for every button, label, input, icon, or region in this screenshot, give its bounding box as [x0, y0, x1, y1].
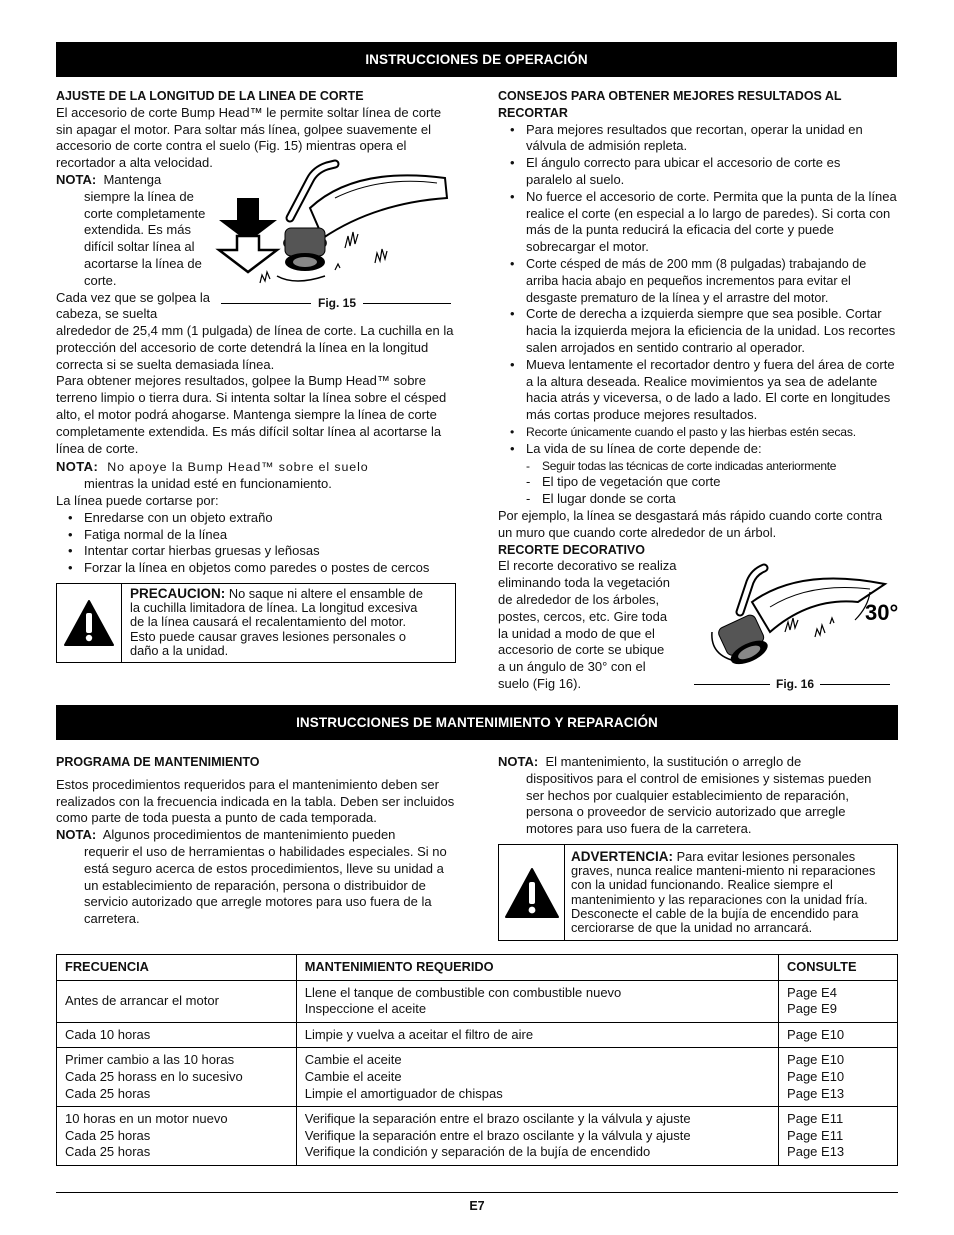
fig15-caption [221, 295, 451, 312]
warning-line: Desconecte el cable de la bujía de encendido para [571, 905, 859, 921]
list-item: • Corte de derecha a izquierda siempre que sea posible. Cortar hacia la izquierda mejora la eficiencia de la unidad. Los recortes salen arrojados en sentido contrario al operador. [498, 306, 898, 356]
table-header-row [57, 955, 898, 981]
caution-text [130, 587, 453, 658]
nota1-block [56, 172, 226, 323]
maintenance-section-header: INSTRUCCIONES DE MANTENIMIENTO Y REPARACIÓN [56, 705, 898, 740]
reference-cell [779, 980, 898, 1022]
line-life-sublist [498, 458, 898, 508]
nota2-rest: mientras la unidad esté en funcionamiento. [84, 476, 332, 492]
cell-line: Cada 25 horass en lo sucesivo [65, 1068, 243, 1084]
column-header: MANTENIMIENTO REQUERIDO [296, 955, 778, 981]
cell-line: Page E10 [787, 1026, 845, 1042]
cell-line: Page E11 [787, 1111, 844, 1127]
list-item: • Forzar la línea en objetos como paredes o postes de cercos [56, 560, 458, 577]
list-item: • Intentar cortar hierbas gruesas y leñosas [56, 543, 458, 560]
caution-box [56, 583, 456, 663]
cell-line: Cambie el aceite [304, 1052, 402, 1068]
cell-line: Cada 10 horas [65, 1026, 151, 1042]
reference-cell [779, 1048, 898, 1107]
nota1-label: NOTA: [56, 172, 97, 187]
caution-line: Esto puede causar graves lesiones personales o [130, 628, 407, 644]
frequency-cell [57, 980, 297, 1022]
maintenance-title: PROGRAMA DE MANTENIMIENTO [56, 755, 260, 769]
caution-title: PRECAUCION: [130, 586, 226, 601]
table-row [57, 1048, 898, 1107]
fig16-rule-left [694, 684, 770, 685]
fig16-rule-right [820, 684, 890, 685]
table-row [57, 980, 898, 1022]
cell-line: Limpie y vuelva a aceitar el filtro de aire [304, 1026, 534, 1042]
cell-line: Primer cambio a las 10 horas [65, 1052, 235, 1068]
maintenance-left [56, 754, 461, 928]
cell-line: Page E9 [787, 1001, 837, 1017]
list-item: • No fuerce el accesorio de corte. Permita que la punta de la línea realice el corte (en especial a lo largo de paredes). Si corta con más de la punta reducirá la eficacia del corte y puede sobrecargar el motor. [498, 189, 898, 256]
maintenance-nota-first: Algunos procedimientos de mantenimiento pueden [102, 827, 396, 843]
tips-list [498, 122, 898, 458]
maintenance-table [56, 954, 898, 1166]
maintenance-intro: Estos procedimientos requeridos para el mantenimiento deben ser realizados con la frecuencia indicada en la tabla. Deben ser incluidos como parte de toda puesta a punto de cada temporada. [56, 776, 455, 826]
cell-line: Verifique la condición y separación de la bujía de encendido [304, 1144, 651, 1160]
caution-line: daño a la unidad. [130, 642, 229, 658]
nota1-line: siempre la línea de [84, 188, 194, 204]
list-item: • Fatiga normal de la línea [56, 527, 458, 544]
nota1-line: corte completamente [84, 205, 206, 221]
tips-title-line2: RECORTAR [498, 105, 568, 120]
cell-line: Page E10 [787, 1068, 845, 1084]
line-length-title: AJUSTE DE LA LONGITUD DE LA LINEA DE CORTE [56, 89, 364, 103]
list-item: • Corte césped de más de 200 mm (8 pulgadas) trabajando de arriba hacia abajo en pequeños incrementos para evitar el desgaste prematuro de la línea y el arrastre del motor. [498, 256, 898, 306]
nota2-label: NOTA: [56, 459, 99, 475]
fig15-label: Fig. 15 [318, 296, 357, 310]
nota1-line: difícil soltar línea al [84, 239, 195, 255]
left-column-continued [56, 323, 458, 577]
fig16-caption [694, 676, 890, 693]
list-item: - El lugar donde se corta [498, 491, 898, 508]
cell-line: Verifique la separación entre el brazo oscilante y la válvula y ajuste [304, 1127, 691, 1143]
list-item: - Seguir todas las técnicas de corte indicadas anteriormente [498, 458, 898, 475]
list-item: • Enredarse con un objeto extraño [56, 510, 458, 527]
fig15-rule-right [363, 303, 451, 304]
caution-line: la cuchilla limitadora de línea. La longitud excesiva [130, 600, 418, 616]
decor-line: accesorio de corte se ubique [498, 642, 665, 658]
footer-rule [56, 1192, 898, 1193]
cell-line: Page E13 [787, 1144, 845, 1160]
fig15-illustration [215, 158, 460, 298]
line-length-intro: El accesorio de corte Bump Head™ le permite soltar línea de corte sin apagar el motor. Para soltar más línea, golpee suavemente el accesorio de corte contra el suelo (Fig. 15) mientras opera el recortador a alta velocidad. [56, 104, 442, 171]
warning-line: cerciorarse de que la unidad no arrancará. [571, 920, 813, 936]
line-length-para2: alrededor de 25,4 mm (1 pulgada) de línea de corte. La cuchilla en la protección del accesorio de corte detendrá la línea en la longitud correcta si se suelta demasiada línea. [56, 323, 454, 372]
column-header: FRECUENCIA [57, 955, 297, 981]
maintenance-nota2-rest: dispositivos para el control de emisiones y sistemas pueden ser hechos por cualquier establecimiento de reparación, persona o proveedor de servicio autorizado que arregle motores para uso fuera de la carretera. [526, 770, 872, 837]
task-cell [296, 980, 778, 1022]
nota1-line: Mantenga [103, 172, 162, 187]
maintenance-nota2-label: NOTA: [498, 754, 539, 769]
fig16-illustration [690, 562, 900, 674]
warning-triangle-icon [63, 599, 115, 647]
warning-line: mantenimiento y las reparaciones con la unidad fría. [571, 891, 868, 907]
example-paragraph: Por ejemplo, la línea se desgastará más rápido cuando corte contra un muro que cuando corte alrededor de un árbol. [498, 507, 883, 540]
bump-line: cabeza, se suelta [56, 306, 158, 322]
cell-line: Verifique la separación entre el brazo oscilante y la válvula y ajuste [304, 1111, 691, 1127]
cell-line: Page E11 [787, 1127, 844, 1143]
decor-line: a un ángulo de 30° con el [498, 659, 646, 675]
caution-line: No saque ni altere el ensamble de [228, 586, 424, 601]
maintenance-nota-rest: requerir el uso de herramientas o habilidades especiales. Si no está seguro acerca de estos procedimientos, lleve su unidad a un establecimiento de reparación, persona o distribuidor de servicio autorizado que arregle motores para uso fuera de la carretera. [84, 843, 447, 927]
list-item: • La vida de su línea de corte depende de: [498, 441, 898, 458]
cut-intro: La línea puede cortarse por: [56, 492, 219, 508]
caution-line: de la línea causará el recalentamiento del motor. [130, 614, 407, 630]
nota1-line: extendida. Es más [84, 222, 191, 238]
maintenance-right [498, 754, 898, 838]
warning-title: ADVERTENCIA: [571, 849, 674, 864]
list-item: - El tipo de vegetación que corte [498, 474, 898, 491]
decor-line: eliminando toda la vegetación [498, 575, 671, 591]
nota1-line: acortarse la línea de [84, 255, 202, 271]
decor-line: la unidad a modo de que el [498, 625, 655, 641]
list-item: • Recorte únicamente cuando el pasto y las hierbas estén secas. [498, 424, 898, 441]
decor-title: RECORTE DECORATIVO [498, 542, 645, 557]
fig15-rule-left [221, 303, 311, 304]
warning-line: graves, nunca realice manteni-miento ni reparaciones [571, 863, 876, 879]
cell-line: 10 horas en un motor nuevo [65, 1111, 228, 1127]
task-cell [296, 1048, 778, 1107]
maintenance-nota-label: NOTA: [56, 827, 97, 843]
warning-box [498, 844, 898, 941]
page-number: E7 [469, 1199, 485, 1213]
decor-line: El recorte decorativo se realiza [498, 558, 677, 574]
frequency-cell [57, 1048, 297, 1107]
column-header: CONSULTE [779, 955, 898, 981]
reference-cell [779, 1022, 898, 1048]
bump-line: Cada vez que se golpea la [56, 289, 210, 305]
fig16-label: Fig. 16 [776, 677, 815, 691]
frequency-cell [57, 1107, 297, 1166]
reference-cell [779, 1107, 898, 1166]
table-row [57, 1022, 898, 1048]
tips-title-line1: CONSEJOS PARA OBTENER MEJORES RESULTADOS AL [498, 89, 842, 103]
cell-line: Limpie el amortiguador de chispas [304, 1085, 503, 1101]
cell-line: Page E4 [787, 984, 837, 1000]
nota1-line: corte. [84, 272, 117, 288]
task-cell [296, 1107, 778, 1166]
angle-label: 30° [865, 600, 899, 625]
nota2-first: No apoye la Bump Head™ sobre el suelo [107, 460, 369, 475]
cut-list [56, 510, 458, 577]
cell-line: Antes de arrancar el motor [65, 992, 219, 1008]
operation-section-header: INSTRUCCIONES DE OPERACIÓN [56, 42, 897, 77]
line-length-para3: Para obtener mejores resultados, golpee la Bump Head™ sobre terreno limpio o tierra dura. Si intenta soltar la línea sobre el césped alto, el motor podrá ahogarse. Mantenga siempre la línea de corte completamente extendida. Es más difícil soltar línea al acortarse la línea de corte. [56, 373, 447, 456]
list-item: • Mueva lentamente el recortador dentro y fuera del área de corte a la altura deseada. Realice movimientos ya sea de adelante hacia atrás y viceversa, o de lado a lado. El corte en longitudes más cortas produce mejores resultados. [498, 357, 898, 424]
task-cell [296, 1022, 778, 1048]
cell-line: Cada 25 horas [65, 1144, 151, 1160]
cell-line: Cada 25 horas [65, 1085, 151, 1101]
cell-line: Llene el tanque de combustible con combustible nuevo [304, 984, 622, 1000]
cell-line: Cambie el aceite [304, 1068, 402, 1084]
decor-line: postes, cercos, etc. Gire toda [498, 608, 668, 624]
cell-line: Inspeccione el aceite [304, 1001, 427, 1017]
frequency-cell [57, 1022, 297, 1048]
cell-line: Page E13 [787, 1085, 845, 1101]
warning-line: con la unidad funcionando. Realice siempre el [571, 877, 833, 893]
warning-line: Para evitar lesiones personales [676, 849, 856, 864]
down-arrow-icon [219, 198, 277, 272]
list-item: • El ángulo correcto para ubicar el accesorio de corte es paralelo al suelo. [498, 155, 898, 189]
warning-triangle-icon [504, 867, 560, 919]
table-row [57, 1107, 898, 1166]
warning-text [571, 850, 896, 935]
cell-line: Page E10 [787, 1052, 845, 1068]
list-item: • Para mejores resultados que recortan, operar la unidad en válvula de admisión repleta. [498, 122, 898, 156]
decor-text [498, 558, 688, 692]
cell-line: Cada 25 horas [65, 1127, 151, 1143]
decor-line: de alrededor de los árboles, [498, 591, 660, 607]
decor-line: suelo (Fig 16). [498, 675, 582, 691]
caution-icon-cell [57, 584, 122, 662]
maintenance-nota2-first: El mantenimiento, la sustitución o arreglo de [545, 754, 802, 769]
warning-icon-cell [499, 845, 565, 940]
